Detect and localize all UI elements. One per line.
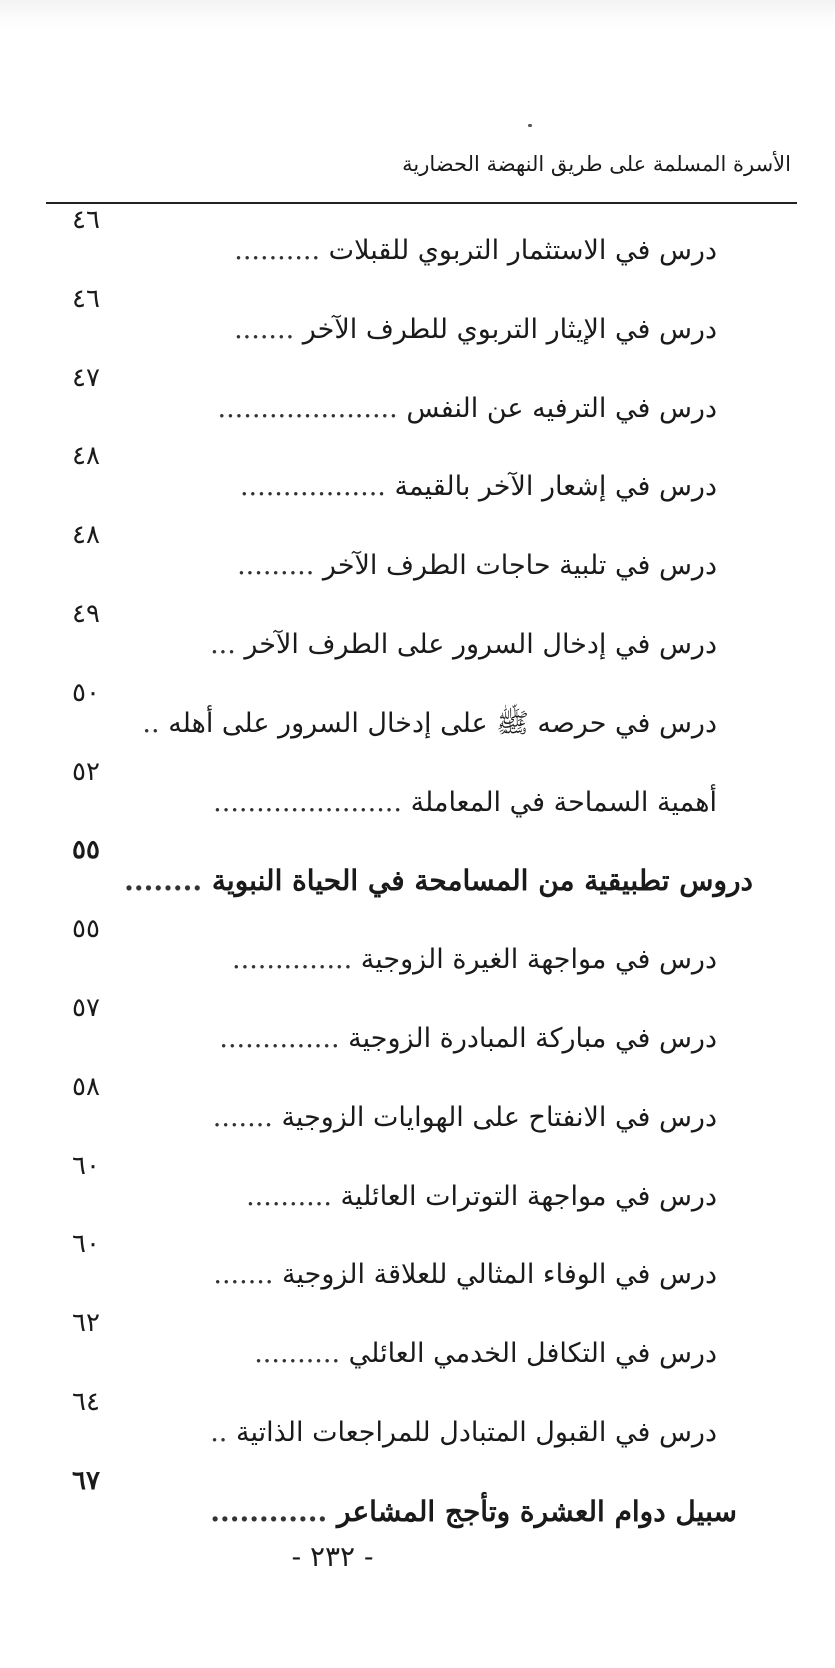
- toc-entry: [0, 1308, 835, 1387]
- toc-leader-dots: ..............: [232, 944, 353, 976]
- toc-entry-line: [210, 1492, 737, 1532]
- toc-entry: [0, 757, 835, 836]
- toc-leader-dots: ...: [210, 628, 236, 660]
- toc-entry-page: ٥٧: [72, 992, 100, 1023]
- toc-entry-page: ٤٧: [72, 362, 100, 393]
- toc-entry-page: ٥٠: [72, 677, 100, 708]
- toc-entry-title: درس في التكافل الخدمي العائلي: [348, 1338, 717, 1370]
- toc-entry-line: [142, 704, 717, 744]
- toc-entry-line: [213, 783, 717, 823]
- toc-entry-page: ٥٥: [72, 914, 100, 945]
- toc-entry-title: درس في مباركة المبادرة الزوجية: [348, 1022, 717, 1054]
- toc-leader-dots: ..: [210, 1416, 228, 1448]
- toc-entry-page: ٦٧: [72, 1465, 100, 1496]
- toc-entry-title: درس في تلبية حاجات الطرف الآخر: [322, 550, 717, 582]
- toc-entry: [0, 520, 835, 599]
- toc-entry-title: درس في الترفيه عن النفس: [406, 392, 717, 424]
- toc-entry-title: درس في إدخال السرور على الطرف الآخر: [244, 628, 717, 660]
- toc-entry-page: ٦٢: [72, 1308, 100, 1339]
- toc-entry: [0, 835, 835, 914]
- page-number: - ٢٣٢ -: [291, 1540, 374, 1573]
- toc-leader-dots: ..........: [246, 1180, 332, 1212]
- toc-entry-title: درس في الوفاء المثالي للعلاقة الزوجية: [282, 1259, 717, 1291]
- toc-entry-title: درس في حرصه ﷺ على إدخال السرور على أهله: [168, 707, 717, 739]
- running-head: الأسرة المسلمة على طريق النهضة الحضارية: [402, 152, 791, 176]
- toc-entry: [0, 1072, 835, 1151]
- toc-entry-page: ٤٩: [72, 598, 100, 629]
- toc-entry-line: [254, 1334, 717, 1374]
- toc-leader-dots: ........: [124, 864, 203, 898]
- toc-entry-page: ٥٥: [72, 835, 100, 866]
- toc-leader-dots: .........: [237, 550, 315, 582]
- toc-leader-dots: .....................: [217, 392, 398, 424]
- toc-entry: [0, 441, 835, 520]
- toc-entry: [0, 1387, 835, 1466]
- toc-entry-page: ٥٢: [72, 756, 100, 787]
- toc-entry-line: [237, 546, 717, 586]
- toc-entry-line: [232, 940, 717, 980]
- toc-entry-title: درس في مواجهة التوترات العائلية: [340, 1180, 717, 1212]
- toc-entry-title: درس في الاستثمار التربوي للقبلات: [328, 235, 717, 266]
- toc-entry-page: ٤٦: [72, 205, 100, 235]
- toc-entry: [0, 205, 835, 284]
- toc-entry-page: ٦٠: [72, 1229, 100, 1260]
- toc-leader-dots: ............: [210, 1494, 328, 1528]
- toc-leader-dots: .......: [213, 1259, 274, 1291]
- toc-entry-line: [213, 1098, 717, 1138]
- toc-entry-page: ٤٦: [72, 283, 100, 314]
- toc-entry-title: درس في الانفتاح على الهوايات الزوجية: [281, 1101, 717, 1133]
- toc-entry-page: ٥٨: [72, 1071, 100, 1102]
- toc-entry: [0, 1151, 835, 1230]
- toc-entry: [0, 993, 835, 1072]
- toc-leader-dots: ..........: [234, 235, 321, 266]
- toc-leader-dots: .......: [212, 1101, 273, 1133]
- toc-entry-title: دروس تطبيقية من المسامحة في الحياة النبوية: [211, 864, 753, 898]
- toc-leader-dots: ..........: [254, 1338, 341, 1370]
- toc-entry-title: أهمية السماحة في المعاملة: [410, 786, 717, 818]
- toc-entry-title: درس في إشعار الآخر بالقيمة: [394, 471, 717, 503]
- toc-entry-line: [124, 861, 753, 901]
- toc-entry: [0, 914, 835, 993]
- toc-leader-dots: ..............: [219, 1022, 340, 1054]
- toc-entry-line: [234, 231, 717, 271]
- toc-entry-page: ٤٨: [72, 520, 100, 551]
- toc-entry: [0, 599, 835, 678]
- ink-speck: [528, 124, 532, 127]
- toc-entry-line: [240, 467, 717, 507]
- toc-entry-page: ٤٨: [72, 441, 100, 472]
- header-rule: [46, 202, 797, 204]
- toc-entry: [0, 678, 835, 757]
- toc-entry-title: درس في مواجهة الغيرة الزوجية: [360, 944, 717, 976]
- toc-entry-line: [234, 310, 717, 350]
- toc-leader-dots: ..: [142, 707, 160, 739]
- toc-entry-line: [213, 1255, 717, 1295]
- toc-entry-line: [246, 1177, 717, 1217]
- toc-entry: [0, 284, 835, 363]
- toc-entry: [0, 1229, 835, 1308]
- toc-entry-title: درس في الإيثار التربوي للطرف الآخر: [302, 313, 717, 345]
- toc-entry: [0, 1466, 835, 1545]
- toc-entry-line: [217, 389, 717, 429]
- toc-entry: [0, 363, 835, 442]
- toc-entry-line: [219, 1019, 717, 1059]
- toc-entry-page: ٦٤: [72, 1386, 100, 1417]
- toc-entry-page: ٦٠: [72, 1150, 100, 1181]
- toc-leader-dots: .................: [239, 471, 386, 503]
- toc-entry-title: درس في القبول المتبادل للمراجعات الذاتية: [235, 1416, 717, 1448]
- toc-entry-title: سبيل دوام العشرة وتأجج المشاعر: [337, 1494, 737, 1528]
- toc-entry-line: [210, 1413, 717, 1453]
- table-of-contents: [0, 205, 835, 1545]
- toc-leader-dots: ......................: [213, 786, 402, 818]
- toc-entry-line: [210, 625, 717, 665]
- toc-leader-dots: .......: [234, 313, 295, 345]
